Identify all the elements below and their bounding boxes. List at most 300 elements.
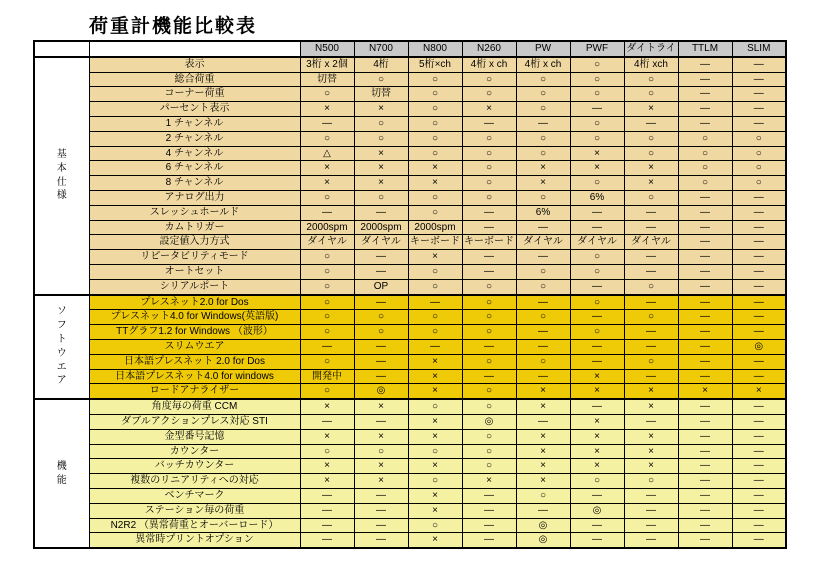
cell-PW: ― xyxy=(516,116,570,131)
cell-PWF: × xyxy=(570,146,624,161)
cell-N700: ― xyxy=(354,339,408,354)
cell-SLIM: ― xyxy=(732,459,786,474)
cell-N800: × xyxy=(408,369,462,384)
cell-SLIM: ― xyxy=(732,369,786,384)
cell-ダイトライ: ― xyxy=(624,116,678,131)
cell-ダイトライ: ― xyxy=(624,518,678,533)
cell-N260: ○ xyxy=(462,295,516,310)
cell-N800: ○ xyxy=(408,264,462,279)
cell-PW: ― xyxy=(516,295,570,310)
cell-TTLM: ○ xyxy=(678,146,732,161)
cell-ダイトライ: ― xyxy=(624,339,678,354)
cell-SLIM: ― xyxy=(732,235,786,250)
cell-PW: ◎ xyxy=(516,518,570,533)
cell-N700: × xyxy=(354,176,408,191)
cell-N260: ― xyxy=(462,250,516,265)
cell-ダイトライ: ― xyxy=(624,414,678,429)
column-header-TTLM: TTLM xyxy=(678,41,732,57)
feature-label: 異常時プリントオプション xyxy=(89,533,300,548)
cell-N500: ダイヤル xyxy=(300,235,354,250)
table-row-basic-specs-1 xyxy=(34,57,786,72)
table-row-basic-specs-2 xyxy=(34,72,786,87)
table-row-basic-specs-14 xyxy=(34,250,786,265)
cell-N260: ― xyxy=(462,205,516,220)
cell-TTLM: ― xyxy=(678,57,732,72)
cell-PW: 4桁 x ch xyxy=(516,57,570,72)
section-label-char: ト xyxy=(56,334,67,346)
cell-N700: ○ xyxy=(354,444,408,459)
cell-ダイトライ: ― xyxy=(624,488,678,503)
cell-N500: 3桁 x 2個 xyxy=(300,57,354,72)
cell-ダイトライ: × xyxy=(624,384,678,399)
cell-N260: ― xyxy=(462,220,516,235)
section-label-char: エ xyxy=(56,361,67,373)
cell-N700: ○ xyxy=(354,72,408,87)
cell-TTLM: × xyxy=(678,384,732,399)
cell-N800: ○ xyxy=(408,116,462,131)
column-header-PWF: PWF xyxy=(570,41,624,57)
cell-N700: ○ xyxy=(354,310,408,325)
cell-PWF: ○ xyxy=(570,72,624,87)
cell-SLIM: ― xyxy=(732,220,786,235)
cell-TTLM: ― xyxy=(678,250,732,265)
feature-label: 日本語プレスネット4.0 for windows xyxy=(89,369,300,384)
cell-N260: ○ xyxy=(462,444,516,459)
table-row-basic-specs-7 xyxy=(34,146,786,161)
cell-PW: ― xyxy=(516,325,570,340)
column-header-N500: N500 xyxy=(300,41,354,57)
cell-PWF: ○ xyxy=(570,87,624,102)
cell-N500: ○ xyxy=(300,384,354,399)
section-label-char: 仕 xyxy=(56,176,67,188)
cell-N800: ○ xyxy=(408,72,462,87)
section-label-char: 様 xyxy=(56,190,67,202)
cell-SLIM: ― xyxy=(732,295,786,310)
cell-N260: ○ xyxy=(462,146,516,161)
cell-PWF: ダイヤル xyxy=(570,235,624,250)
cell-SLIM: ― xyxy=(732,102,786,117)
cell-PWF: × xyxy=(570,384,624,399)
cell-N260: キーボード xyxy=(462,235,516,250)
cell-N700: ― xyxy=(354,518,408,533)
cell-PWF: ○ xyxy=(570,325,624,340)
cell-N700: ○ xyxy=(354,116,408,131)
cell-ダイトライ: ― xyxy=(624,205,678,220)
cell-N500: ○ xyxy=(300,295,354,310)
table-row-basic-specs-9 xyxy=(34,176,786,191)
cell-PW: ○ xyxy=(516,87,570,102)
cell-PWF: ― xyxy=(570,399,624,414)
table-row-functions-10 xyxy=(34,533,786,548)
cell-SLIM: ○ xyxy=(732,131,786,146)
cell-TTLM: ― xyxy=(678,264,732,279)
cell-PW: ― xyxy=(516,339,570,354)
cell-ダイトライ: × xyxy=(624,161,678,176)
cell-ダイトライ: ○ xyxy=(624,354,678,369)
cell-N700: × xyxy=(354,102,408,117)
cell-PW: × xyxy=(516,161,570,176)
feature-label: パーセント表示 xyxy=(89,102,300,117)
cell-N260: ― xyxy=(462,369,516,384)
table-row-basic-specs-15 xyxy=(34,264,786,279)
cell-N700: ― xyxy=(354,354,408,369)
cell-TTLM: ― xyxy=(678,190,732,205)
feature-label: コーナー荷重 xyxy=(89,87,300,102)
section-label-software xyxy=(34,295,89,400)
table-row-software-4 xyxy=(34,339,786,354)
cell-PW: ○ xyxy=(516,264,570,279)
table-row-functions-6 xyxy=(34,474,786,489)
cell-TTLM: ― xyxy=(678,354,732,369)
feature-label: N2R2 （異常荷重とオーバーロード） xyxy=(89,518,300,533)
cell-N800: × xyxy=(408,384,462,399)
table-row-basic-specs-13 xyxy=(34,235,786,250)
cell-N800: × xyxy=(408,414,462,429)
corner-cell-group xyxy=(34,41,89,57)
feature-label: 日本語プレスネット 2.0 for Dos xyxy=(89,354,300,369)
cell-N260: ― xyxy=(462,116,516,131)
cell-N800: × xyxy=(408,459,462,474)
feature-label: ダブルアクションプレス対応 STI xyxy=(89,414,300,429)
cell-SLIM: ― xyxy=(732,279,786,294)
cell-N800: × xyxy=(408,176,462,191)
cell-ダイトライ: ○ xyxy=(624,279,678,294)
cell-PW: ダイヤル xyxy=(516,235,570,250)
cell-SLIM: ― xyxy=(732,474,786,489)
table-row-functions-2 xyxy=(34,414,786,429)
cell-SLIM: ― xyxy=(732,429,786,444)
column-header-N800: N800 xyxy=(408,41,462,57)
cell-ダイトライ: × xyxy=(624,399,678,414)
cell-N500: ○ xyxy=(300,190,354,205)
cell-ダイトライ: ダイヤル xyxy=(624,235,678,250)
cell-N260: ○ xyxy=(462,279,516,294)
cell-N800: × xyxy=(408,250,462,265)
feature-label: 2 チャンネル xyxy=(89,131,300,146)
cell-SLIM: ― xyxy=(732,533,786,548)
cell-PWF: ○ xyxy=(570,131,624,146)
cell-ダイトライ: ― xyxy=(624,220,678,235)
cell-N260: ○ xyxy=(462,161,516,176)
table-row-functions-1 xyxy=(34,399,786,414)
cell-N500: ○ xyxy=(300,325,354,340)
cell-SLIM: ― xyxy=(732,87,786,102)
cell-N260: ― xyxy=(462,518,516,533)
cell-N700: ― xyxy=(354,369,408,384)
cell-N700: ― xyxy=(354,264,408,279)
feature-label: 複数のリニアリティへの対応 xyxy=(89,474,300,489)
cell-ダイトライ: ○ xyxy=(624,131,678,146)
cell-N500: 2000spm xyxy=(300,220,354,235)
cell-N700: ◎ xyxy=(354,384,408,399)
table-row-functions-3 xyxy=(34,429,786,444)
cell-N260: ― xyxy=(462,339,516,354)
table-row-software-5 xyxy=(34,354,786,369)
cell-SLIM: ― xyxy=(732,250,786,265)
cell-PWF: ― xyxy=(570,533,624,548)
cell-PW: × xyxy=(516,429,570,444)
cell-SLIM: ― xyxy=(732,264,786,279)
section-label-char: 基 xyxy=(56,149,67,161)
cell-N700: ― xyxy=(354,533,408,548)
table-row-functions-9 xyxy=(34,518,786,533)
section-label-char: ソ xyxy=(56,306,67,318)
section-label-char: フ xyxy=(56,320,67,332)
cell-PWF: ○ xyxy=(570,250,624,265)
cell-PW: ○ xyxy=(516,279,570,294)
cell-N500: × xyxy=(300,474,354,489)
cell-N800: ― xyxy=(408,295,462,310)
section-label-basic-specs xyxy=(34,57,89,295)
cell-N500: ○ xyxy=(300,264,354,279)
cell-N700: ― xyxy=(354,295,408,310)
cell-PW: 6% xyxy=(516,205,570,220)
table-row-functions-7 xyxy=(34,488,786,503)
cell-PW: ― xyxy=(516,369,570,384)
cell-SLIM: ― xyxy=(732,354,786,369)
cell-PW: ○ xyxy=(516,310,570,325)
cell-N800: × xyxy=(408,429,462,444)
feature-label: プレスネット4.0 for Windows(英語版) xyxy=(89,310,300,325)
cell-N700: ○ xyxy=(354,131,408,146)
cell-PWF: ○ xyxy=(570,295,624,310)
cell-PWF: ○ xyxy=(570,116,624,131)
cell-PWF: ○ xyxy=(570,474,624,489)
cell-PWF: × xyxy=(570,161,624,176)
cell-N800: ○ xyxy=(408,131,462,146)
cell-TTLM: ― xyxy=(678,533,732,548)
cell-N800: ○ xyxy=(408,325,462,340)
cell-N500: △ xyxy=(300,146,354,161)
cell-ダイトライ: ― xyxy=(624,503,678,518)
cell-ダイトライ: ○ xyxy=(624,474,678,489)
cell-N800: ○ xyxy=(408,310,462,325)
cell-SLIM: ― xyxy=(732,72,786,87)
cell-ダイトライ: × xyxy=(624,102,678,117)
feature-label: 設定値入力方式 xyxy=(89,235,300,250)
cell-PW: ― xyxy=(516,250,570,265)
cell-SLIM: ― xyxy=(732,325,786,340)
cell-N700: 2000spm xyxy=(354,220,408,235)
cell-PWF: ○ xyxy=(570,264,624,279)
cell-SLIM: × xyxy=(732,384,786,399)
cell-N260: × xyxy=(462,102,516,117)
cell-SLIM: ― xyxy=(732,116,786,131)
cell-N800: ○ xyxy=(408,518,462,533)
cell-TTLM: ― xyxy=(678,102,732,117)
cell-TTLM: ― xyxy=(678,339,732,354)
cell-N500: ○ xyxy=(300,354,354,369)
cell-N500: ○ xyxy=(300,87,354,102)
cell-N800: × xyxy=(408,161,462,176)
cell-N500: ― xyxy=(300,116,354,131)
cell-TTLM: ― xyxy=(678,518,732,533)
feature-label: スレッシュホールド xyxy=(89,205,300,220)
column-header-N260: N260 xyxy=(462,41,516,57)
cell-N700: ― xyxy=(354,503,408,518)
cell-ダイトライ: ― xyxy=(624,533,678,548)
cell-PW: ○ xyxy=(516,190,570,205)
cell-PW: × xyxy=(516,384,570,399)
cell-N260: ○ xyxy=(462,176,516,191)
cell-N800: × xyxy=(408,533,462,548)
cell-ダイトライ: × xyxy=(624,444,678,459)
cell-N800: ― xyxy=(408,339,462,354)
cell-PW: × xyxy=(516,176,570,191)
cell-PWF: ― xyxy=(570,205,624,220)
column-header-PW: PW xyxy=(516,41,570,57)
cell-N800: ○ xyxy=(408,87,462,102)
cell-N500: × xyxy=(300,161,354,176)
cell-PW: × xyxy=(516,459,570,474)
feature-label: 8 チャンネル xyxy=(89,176,300,191)
cell-N700: ― xyxy=(354,205,408,220)
cell-SLIM: ― xyxy=(732,444,786,459)
cell-SLIM: ― xyxy=(732,57,786,72)
cell-N800: ○ xyxy=(408,279,462,294)
cell-TTLM: ― xyxy=(678,459,732,474)
cell-N260: ○ xyxy=(462,384,516,399)
cell-N500: ○ xyxy=(300,310,354,325)
table-row-basic-specs-12 xyxy=(34,220,786,235)
cell-SLIM: ○ xyxy=(732,176,786,191)
cell-N700: × xyxy=(354,474,408,489)
cell-ダイトライ: × xyxy=(624,176,678,191)
cell-ダイトライ: × xyxy=(624,459,678,474)
cell-N500: 開発中 xyxy=(300,369,354,384)
cell-PWF: ― xyxy=(570,518,624,533)
cell-N260: ○ xyxy=(462,72,516,87)
cell-ダイトライ: ○ xyxy=(624,310,678,325)
cell-N500: ○ xyxy=(300,444,354,459)
cell-TTLM: ○ xyxy=(678,161,732,176)
feature-label: プレスネット2.0 for Dos xyxy=(89,295,300,310)
cell-N260: ― xyxy=(462,264,516,279)
cell-PW: ○ xyxy=(516,354,570,369)
cell-ダイトライ: ― xyxy=(624,369,678,384)
cell-SLIM: ― xyxy=(732,503,786,518)
cell-TTLM: ― xyxy=(678,474,732,489)
feature-label: 角度毎の荷重 CCM xyxy=(89,399,300,414)
cell-TTLM: ― xyxy=(678,414,732,429)
cell-N500: × xyxy=(300,459,354,474)
cell-TTLM: ― xyxy=(678,503,732,518)
cell-TTLM: ― xyxy=(678,205,732,220)
cell-N500: ― xyxy=(300,503,354,518)
feature-label: アナログ出力 xyxy=(89,190,300,205)
cell-PWF: ― xyxy=(570,354,624,369)
cell-SLIM: ― xyxy=(732,414,786,429)
cell-PW: ― xyxy=(516,414,570,429)
cell-N800: × xyxy=(408,503,462,518)
cell-N500: ― xyxy=(300,339,354,354)
cell-PW: ○ xyxy=(516,488,570,503)
cell-ダイトライ: 4桁 xch xyxy=(624,57,678,72)
section-label-char: 機 xyxy=(56,460,67,472)
cell-TTLM: ― xyxy=(678,310,732,325)
table-row-software-6 xyxy=(34,369,786,384)
section-label-char: 能 xyxy=(56,474,67,486)
cell-ダイトライ: ― xyxy=(624,264,678,279)
feature-label: ロードアナライザー xyxy=(89,384,300,399)
cell-PW: ○ xyxy=(516,146,570,161)
cell-TTLM: ― xyxy=(678,429,732,444)
cell-N700: ― xyxy=(354,488,408,503)
cell-TTLM: ○ xyxy=(678,176,732,191)
cell-SLIM: ― xyxy=(732,310,786,325)
cell-N260: ― xyxy=(462,488,516,503)
cell-N800: ○ xyxy=(408,474,462,489)
corner-cell-feature xyxy=(89,41,300,57)
feature-label: オートセット xyxy=(89,264,300,279)
cell-N260: ○ xyxy=(462,87,516,102)
cell-PWF: × xyxy=(570,429,624,444)
cell-TTLM: ― xyxy=(678,399,732,414)
cell-PWF: ― xyxy=(570,339,624,354)
cell-PWF: ○ xyxy=(570,176,624,191)
cell-N260: ○ xyxy=(462,325,516,340)
cell-TTLM: ― xyxy=(678,72,732,87)
cell-TTLM: ― xyxy=(678,488,732,503)
cell-SLIM: ― xyxy=(732,518,786,533)
cell-PWF: ― xyxy=(570,279,624,294)
section-label-char: 本 xyxy=(56,162,67,174)
cell-TTLM: ― xyxy=(678,235,732,250)
column-header-N700: N700 xyxy=(354,41,408,57)
cell-ダイトライ: ○ xyxy=(624,146,678,161)
cell-PWF: ― xyxy=(570,102,624,117)
cell-TTLM: ― xyxy=(678,87,732,102)
feature-label: バッチカウンター xyxy=(89,459,300,474)
cell-PWF: 6% xyxy=(570,190,624,205)
cell-N800: × xyxy=(408,354,462,369)
table-row-basic-specs-11 xyxy=(34,205,786,220)
cell-N800: ○ xyxy=(408,444,462,459)
table-body xyxy=(34,41,786,548)
cell-PW: × xyxy=(516,474,570,489)
cell-N700: × xyxy=(354,146,408,161)
section-label-functions xyxy=(34,399,89,548)
cell-SLIM: ○ xyxy=(732,146,786,161)
cell-N800: × xyxy=(408,488,462,503)
cell-N500: ― xyxy=(300,488,354,503)
comparison-table xyxy=(33,40,787,549)
table-row-functions-8 xyxy=(34,503,786,518)
cell-SLIM: ◎ xyxy=(732,339,786,354)
cell-ダイトライ: ○ xyxy=(624,72,678,87)
cell-TTLM: ― xyxy=(678,116,732,131)
cell-N800: キーボード xyxy=(408,235,462,250)
cell-N700: ○ xyxy=(354,325,408,340)
cell-SLIM: ― xyxy=(732,205,786,220)
cell-PWF: ○ xyxy=(570,57,624,72)
cell-N260: ○ xyxy=(462,190,516,205)
column-header-ダイトライ: ダイトライ xyxy=(624,41,678,57)
cell-PW: ○ xyxy=(516,131,570,146)
feature-label: カムトリガー xyxy=(89,220,300,235)
cell-N700: × xyxy=(354,459,408,474)
feature-label: リピータビリティモード xyxy=(89,250,300,265)
cell-PW: × xyxy=(516,444,570,459)
cell-N500: 切替 xyxy=(300,72,354,87)
cell-N800: ○ xyxy=(408,146,462,161)
cell-N500: ○ xyxy=(300,131,354,146)
cell-N260: ― xyxy=(462,503,516,518)
table-row-basic-specs-16 xyxy=(34,279,786,294)
feature-label: TTグラフ1.2 for Windows （波形） xyxy=(89,325,300,340)
table-row-basic-specs-8 xyxy=(34,161,786,176)
feature-label: シリアルポート xyxy=(89,279,300,294)
